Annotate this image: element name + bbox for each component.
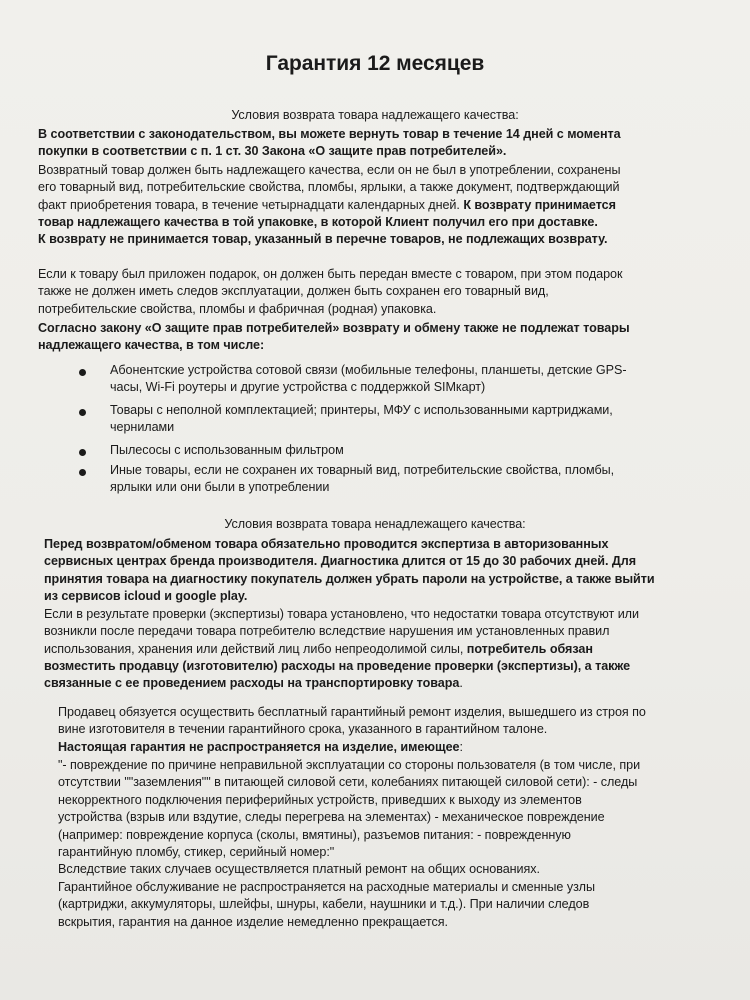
section1-normal-text-span: Возвратный товар должен быть надлежащего качества, если он не был в употреблении, сохранены его товарный вид, потребительские свойства, пломбы, ярлыки, а также документ, подтверждающий факт приобретения товара, в течение четырнадцати календарных дней. xyxy=(38,163,621,212)
bullet-icon xyxy=(79,449,86,456)
exclusions-paragraph: "- повреждение по причине неправильной эксплуатации со стороны пользователя (в том числе, при отсутствии ""заземления"" в питающей силовой сети, колебаниях питающей силовой сети): - следы некорректного подключения периферийных устройств, приведших к выходу из элементов устройства (взрыв или вздутие, следы перегрева на элементах) - механическое повреждение (например: повреждение корпуса (сколы, вмятины), разъемов питания: - поврежденную гарантийную пломбу, стикер, серийный номер:" Вследствие таких случаев осуществляется платный ремонт на общих основаниях. Гарантийное обслуживание не распространяется на расходные материалы и сменные узлы (картриджи, аккумуляторы, шлейфы, шнуры, кабели, наушники и т.д.). При наличии следов вскрытия, гарантия на данное изделие немедленно прекращается. xyxy=(58,758,641,929)
warranty-colon: : xyxy=(459,740,463,754)
bullet-icon xyxy=(79,469,86,476)
list-item: Товары с неполной комплектацией; принтеры, МФУ с использованными картриджами, чернилами xyxy=(110,403,613,435)
list-item: Пылесосы с использованным фильтром xyxy=(110,443,344,457)
section1-heading: Условия возврата товара надлежащего качества: xyxy=(231,108,519,122)
page-title: Гарантия 12 месяцев xyxy=(265,52,485,75)
section2-bold-intro: Перед возвратом/обменом товара обязательно проводится экспертиза в авторизованных сервисных центрах бренда производителя. Диагностика длится от 15 до 30 рабочих дней. Для принятия товара на диагностику покупатель должен убрать пароли на устройстве, а также выйти из сервисов icloud и google play. xyxy=(44,537,655,604)
seller-paragraph: Продавец обязуется осуществить бесплатный гарантийный ремонт изделия, вышедшего из строя по вине изготовителя в течении гарантийного срока, указанного в гарантийном талоне. xyxy=(58,705,646,737)
section2-normal-text xyxy=(44,606,734,658)
section2-end-dot: . xyxy=(459,676,463,691)
section2-bold-inline: потребитель обязан xyxy=(466,641,593,656)
list-item: Абонентские устройства сотовой связи (мобильные телефоны, планшеты, детские GPS- часы, Wi-Fi роутеры и другие устройства с поддержкой SIMкарт) xyxy=(110,363,627,395)
section2-normal-text-span: Если в результате проверки (экспертизы) товара установлено, что недостатки товара отсутствуют или возникли после передачи товара потребителю вследствие нарушения им установленных правил использования, хранения или действий лиц либо непреодолимой силы, xyxy=(44,607,639,656)
warranty-heading xyxy=(58,739,738,756)
list-item: Иные товары, если не сохранен их товарный вид, потребительские свойства, пломбы, ярлыки или они были в употреблении xyxy=(110,463,615,495)
section1-bold-intro: В соответствии с законодательством, вы можете вернуть товар в течение 14 дней с момента покупки в соответствии с п. 1 ст. 30 Закона «О защите прав потребителей». xyxy=(38,127,621,159)
law-paragraph: Согласно закону «О защите прав потребителей» возврату и обмену также не подлежат товары надлежащего качества, в том числе: xyxy=(38,321,630,353)
gift-paragraph: Если к товару был приложен подарок, он должен быть передан вместе с товаром, при этом подарок также не должен иметь следов эксплуатации, должен быть сохранен его товарный вид, потребительские свойства, пломбы и фабричная (родная) упаковка. xyxy=(38,267,623,316)
section1-bold-inline: К возврату принимается xyxy=(463,197,616,212)
warranty-bold: Настоящая гарантия не распространяется на изделие, имеющее xyxy=(58,740,460,754)
section1-normal-text xyxy=(38,162,718,214)
section2-heading: Условия возврата товара ненадлежащего качества: xyxy=(224,517,526,531)
section2-bold-rest xyxy=(44,658,734,693)
section1-bold-rest: товар надлежащего качества в той упаковке, в которой Клиент получил его при доставке. К возврату не принимается товар, указанный в перечне товаров, не подлежащих возврату. xyxy=(38,215,608,247)
bullet-icon xyxy=(79,369,86,376)
bullet-icon xyxy=(79,409,86,416)
section2-bold-rest-span: возместить продавцу (изготовителю) расходы на проведение проверки (экспертизы), а также связанные с ее проведением расходы на транспортировку товара xyxy=(44,659,631,691)
